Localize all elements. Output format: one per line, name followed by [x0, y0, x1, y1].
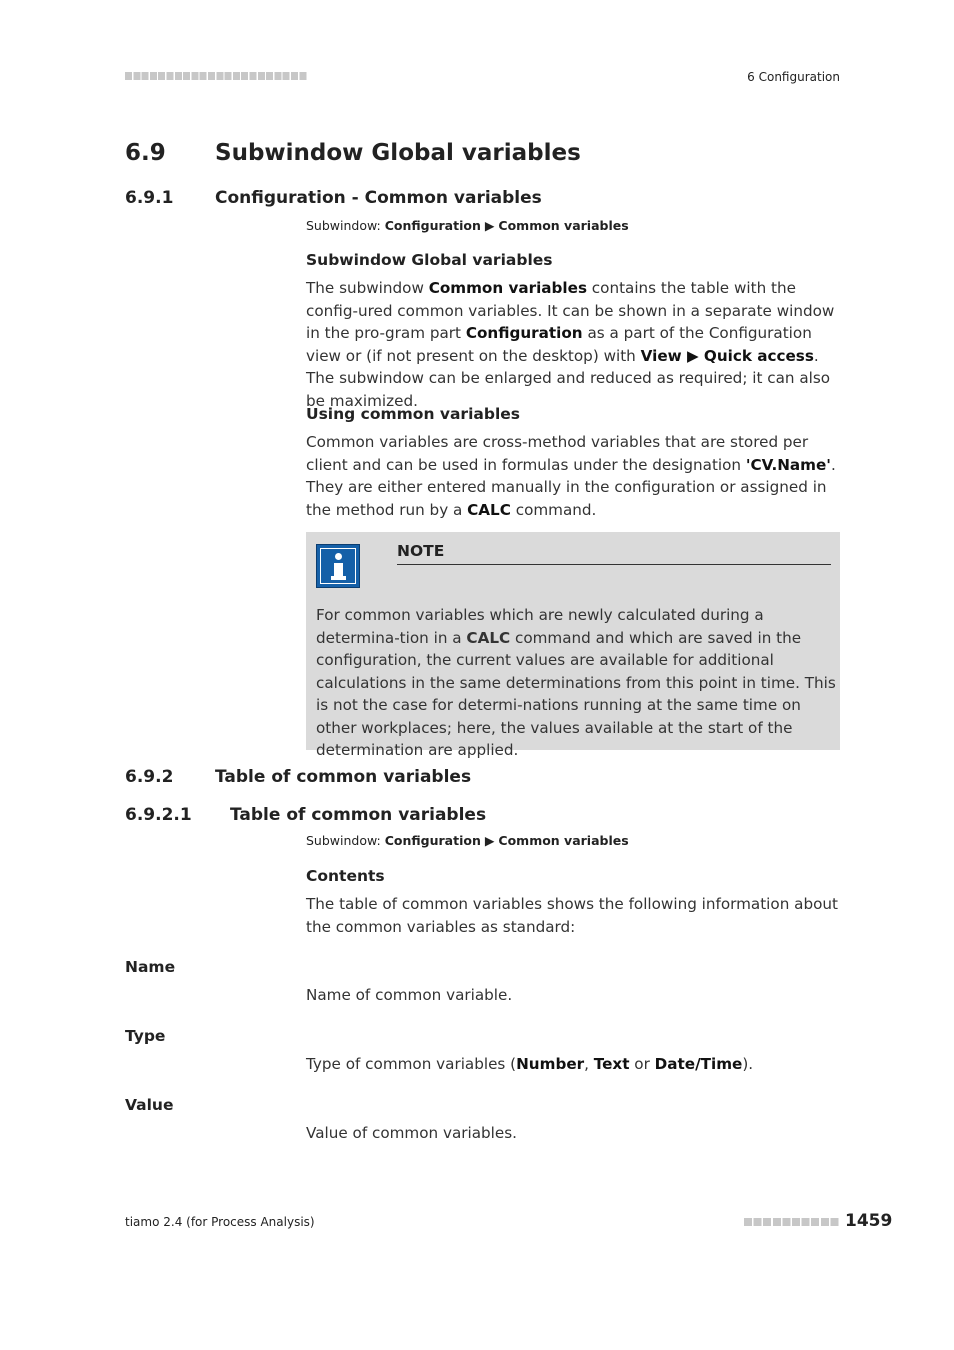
- heading-title: Table of common variables: [215, 767, 472, 787]
- term-type-description: Type of common variables (Number, Text or Date/Time).: [306, 1055, 754, 1073]
- heading-number: 6.9.2: [125, 767, 174, 787]
- heading-6-9-2-1: [125, 805, 825, 829]
- subwindow-path: Subwindow: Configuration ▶ Common variables: [306, 833, 629, 848]
- info-icon: [316, 544, 360, 588]
- note-box: [306, 532, 840, 759]
- heading-title: Configuration - Common variables: [215, 188, 542, 208]
- heading-number: 6.9.1: [125, 188, 174, 208]
- heading-number: 6.9.2.1: [125, 805, 192, 825]
- footer-decoration: [744, 1218, 840, 1226]
- header-decoration: [125, 72, 307, 80]
- subwindow-path: Subwindow: Configuration ▶ Common variables: [306, 218, 629, 233]
- heading-number: 6.9: [125, 140, 166, 166]
- page-number: 1459: [845, 1211, 893, 1231]
- term-type: Type: [125, 1027, 166, 1045]
- term-value-description: Value of common variables.: [306, 1124, 517, 1142]
- paragraph-using: Common variables are cross-method variables that are stored per client and can be used in formulas under the designation 'CV.Name'. They are either entered manually in the configuration or assigned in the method run by a CALC command.: [306, 433, 836, 519]
- heading-6-9-2: [125, 767, 825, 791]
- term-name: Name: [125, 958, 176, 976]
- note-divider: [397, 564, 831, 565]
- heading-title: Subwindow Global variables: [215, 140, 581, 166]
- subheading-contents: Contents: [306, 867, 385, 885]
- header-section: 6 Configuration: [747, 70, 840, 84]
- heading-6-9: [125, 140, 825, 170]
- heading-title: Table of common variables: [230, 805, 487, 825]
- paragraph-subwindow: The subwindow Common variables contains the table with the config-ured common variables. It can be shown in a separate window in the pro-gram part Configuration as a part of the Configuration view or (if not present on the desktop) with View ▶ Quick access. The subwindow can be enlarged and reduced as required; it can also be maximized.: [306, 279, 835, 410]
- heading-6-9-1: [125, 188, 825, 212]
- note-title: NOTE: [397, 542, 445, 560]
- paragraph-contents: The table of common variables shows the following information about the common variables as standard:: [306, 895, 838, 936]
- footer-product: tiamo 2.4 (for Process Analysis): [125, 1215, 315, 1229]
- subheading-subwindow: Subwindow Global variables: [306, 251, 553, 269]
- term-name-description: Name of common variable.: [306, 986, 513, 1004]
- term-value: Value: [125, 1096, 174, 1114]
- note-text: For common variables which are newly calculated during a determina-tion in a CALC command and which are saved in the configuration, the current values are available for additional calculations in the same determinations from this point in time. This is not the case for determi-nations running at the same time on other workplaces; here, the values available at the start of the determination are applied.: [316, 606, 836, 759]
- subheading-using: Using common variables: [306, 405, 520, 423]
